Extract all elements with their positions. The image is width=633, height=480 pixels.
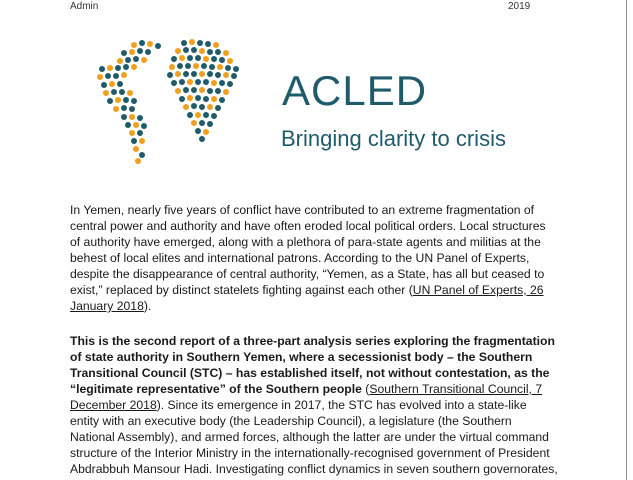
globe-dot [135,158,141,164]
globe-dot [147,41,153,47]
stc-link[interactable]: Southern Transitional Council, 7 December 2018 [70,382,543,412]
globe-dot [105,73,111,79]
globe-dot [227,58,233,64]
globe-dot [121,105,127,111]
globe-dot [177,63,183,69]
globe-dot [201,63,207,69]
globe-dot [121,72,127,78]
globe-dot [171,80,177,86]
globe-dot [113,106,119,112]
globe-dot [115,97,121,103]
globe-dot [107,98,113,104]
globe-dot [215,49,221,55]
globe-dot [191,103,197,109]
globe-dot [219,80,225,86]
globe-dot [213,42,219,48]
globe-dot [175,88,181,94]
globe-dot [199,104,205,110]
globe-dot [169,64,175,70]
globe-dot [195,112,201,118]
globe-dot [191,71,197,77]
acled-globe-logo-icon [94,37,252,167]
globe-dot [233,66,239,72]
globe-dot [123,97,129,103]
globe-dot [97,74,103,80]
globe-dot [101,82,107,88]
globe-dot [193,63,199,69]
globe-dot [215,72,221,78]
globe-dot [199,48,205,54]
globe-dot [155,43,161,49]
globe-dot [129,49,135,55]
globe-dot [203,79,209,85]
globe-dot [197,40,203,46]
globe-dot [171,56,177,62]
page-edge-divider [626,0,627,480]
globe-dot [187,55,193,61]
globe-dot [141,57,147,63]
globe-dot [109,81,115,87]
globe-dot [215,105,221,111]
globe-dot [211,96,217,102]
globe-dot [187,95,193,101]
globe-dot [219,57,225,63]
globe-dot [137,130,143,136]
globe-dot [131,98,137,104]
globe-dot [195,79,201,85]
paragraph-2 [70,333,558,477]
globe-dot [207,104,213,110]
globe-dot [129,114,135,120]
globe-dot [139,138,145,144]
globe-dot [195,128,201,134]
paragraph-1 [70,202,558,314]
globe-dot [191,120,197,126]
globe-dot [137,48,143,54]
globe-dot [181,40,187,46]
globe-dot [207,88,213,94]
globe-dot [225,65,231,71]
globe-dot [187,79,193,85]
globe-dot [179,79,185,85]
globe-dot [131,64,137,70]
paragraph-1-end: ). [143,299,152,313]
globe-dot [119,89,125,95]
globe-dot [189,39,195,45]
globe-dot [191,47,197,53]
globe-dot [223,89,229,95]
globe-dot [141,123,147,129]
globe-dot [183,87,189,93]
globe-dot [127,90,133,96]
globe-dot [111,89,117,95]
globe-dot [205,41,211,47]
globe-dot [103,90,109,96]
globe-dot [185,63,191,69]
globe-dot [199,120,205,126]
un-panel-link[interactable]: UN Panel of Experts, 26 January 2018 [70,283,544,313]
globe-dot [175,71,181,77]
header-author: Admin [70,1,99,12]
globe-dot [167,72,173,78]
globe-dot [121,50,127,56]
globe-dot [203,129,209,135]
header-year: 2019 [508,1,531,12]
globe-dot [207,71,213,77]
globe-dot [117,81,123,87]
page-header [0,0,633,14]
globe-dot [131,42,137,48]
globe-dot [179,55,185,61]
paragraph-2-bold-intro: This is the second report of a three-part analysis series exploring the fragmentation of state authority in Southern Yemen, where a secessionist body – the Southern Transitional Council (STC) – has established itself, not without contestation, as the “legitimate representative” of the Southern people [70,334,555,396]
globe-dot [125,57,131,63]
globe-dot [145,49,151,55]
globe-dot [215,88,221,94]
globe-dot [179,96,185,102]
globe-dot [207,49,213,55]
globe-dot [199,87,205,93]
globe-dot [199,71,205,77]
globe-dot [183,47,189,53]
brand-name: ACLED [282,67,428,114]
globe-dot [133,122,139,128]
globe-dot [203,56,209,62]
globe-dot [133,146,139,152]
globe-dot [117,58,123,64]
globe-dot [107,65,113,71]
globe-dot [211,56,217,62]
globe-dot [199,136,205,142]
globe-dot [113,73,119,79]
globe-dot [195,55,201,61]
globe-dot [131,138,137,144]
globe-dot [139,40,145,46]
globe-dot [207,121,213,127]
globe-dot [175,48,181,54]
globe-dot [203,96,209,102]
globe-dot [99,66,105,72]
globe-dot [227,81,233,87]
globe-dot [137,115,143,121]
globe-dot [133,56,139,62]
globe-dot [191,87,197,93]
globe-dot [115,65,121,71]
brand-tagline: Bringing clarity to crisis [281,126,506,151]
paragraph-2-rest: ). Since its emergence in 2017, the STC has evolved into a state-like entity with an executive body (the Leadership Council), a legislature (the Southern National Assembly), and armed forces, although the latter are under the virtual command structure of the Interior Ministry in the internationally-recognised government of President Abdrabbuh Mansour Hadi. Investigating conflict dynamics in seven southern governorates, [70,398,558,476]
globe-dot [223,72,229,78]
globe-dot [183,104,189,110]
globe-dot [121,114,127,120]
globe-dot [223,50,229,56]
globe-dot [139,152,145,158]
globe-dot [125,122,131,128]
globe-dot [187,112,193,118]
globe-dot [203,112,209,118]
globe-dot [209,64,215,70]
globe-dot [123,64,129,70]
globe-dot [129,106,135,112]
paragraph-2-space: ( [361,382,370,396]
paragraph-1-text: In Yemen, nearly five years of conflict have contributed to an extreme fragmentation of central power and authority and have often eroded local political orders. Local structures of authority have emerged, along with a plethora of para-state agents and militias at the behest of local elites and international patrons. According to the UN Panel of Experts, despite the disappearance of central authority, “Yemen, as a State, has all but ceased to exist,” replaced by distinct statelets fighting against each other ( [70,203,546,297]
globe-dot [195,95,201,101]
globe-dot [211,113,217,119]
globe-dot [231,73,237,79]
globe-dot [183,71,189,77]
globe-dot [211,80,217,86]
globe-dot [129,130,135,136]
globe-dot [217,64,223,70]
globe-dot [219,97,225,103]
